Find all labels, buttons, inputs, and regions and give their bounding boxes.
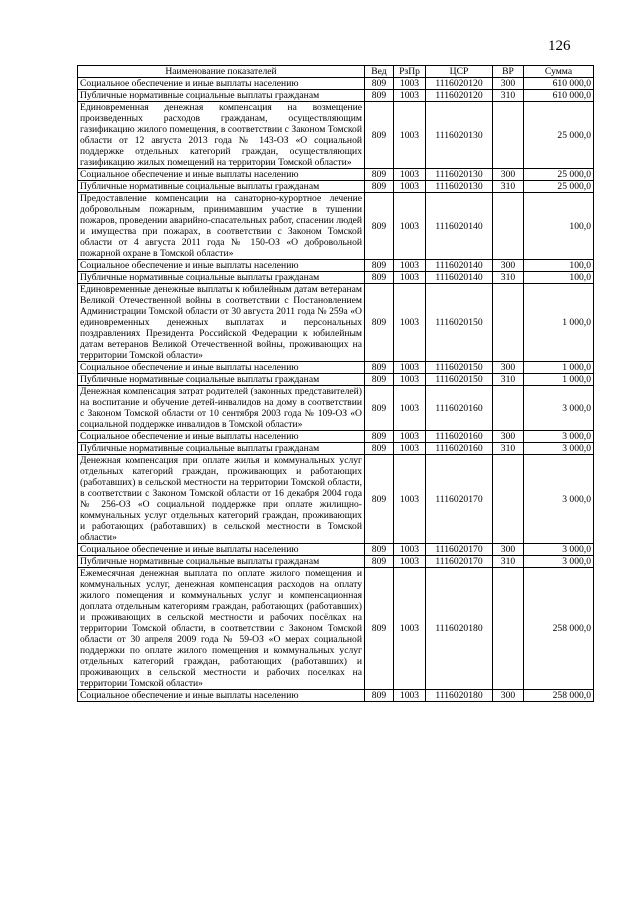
row-csr: 1116020130	[426, 169, 493, 181]
row-rzpr: 1003	[394, 102, 426, 169]
row-name: Денежная компенсация при оплате жилья и коммунальных услуг отдельных категорий граждан, проживающих и работающих (работавших) в сельской местности на территории Томской области, в соответствии с Законом Томской области от 16 декабря 2004 года № 256-ОЗ «О социальной поддержке при оплате жилищно-коммунальных услуг отдельных категорий граждан, проживающих и работающих (работавших) в сельской местности в Томской области»	[78, 455, 365, 544]
row-ved: 809	[365, 272, 394, 284]
row-sum: 1 000,0	[524, 284, 594, 362]
row-sum: 610 000,0	[524, 90, 594, 102]
row-vr	[493, 193, 524, 260]
table-row	[78, 455, 594, 544]
row-vr: 310	[493, 181, 524, 193]
header-rzpr: РзПр	[394, 66, 426, 78]
row-ved: 809	[365, 362, 394, 374]
table-row	[78, 90, 594, 102]
row-sum: 25 000,0	[524, 169, 594, 181]
table-row	[78, 568, 594, 690]
row-csr: 1116020180	[426, 690, 493, 702]
row-name: Предоставление компенсации на санаторно-курортное лечение добровольным пожарным, принимавшим участие в тушении пожаров, проведении аварийно-спасательных работ, спасении людей и имущества при пожарах, в соответствии с Законом Томской области от 4 августа 2011 года № 150-ОЗ «О добровольной пожарной охране в Томской области»	[78, 193, 365, 260]
row-csr: 1116020160	[426, 386, 493, 431]
row-name: Публичные нормативные социальные выплаты гражданам	[78, 443, 365, 455]
row-name: Социальное обеспечение и иные выплаты населению	[78, 431, 365, 443]
row-vr: 310	[493, 556, 524, 568]
row-sum: 1 000,0	[524, 374, 594, 386]
header-sum: Сумма	[524, 66, 594, 78]
row-vr: 310	[493, 90, 524, 102]
row-rzpr: 1003	[394, 431, 426, 443]
row-name: Публичные нормативные социальные выплаты гражданам	[78, 90, 365, 102]
row-csr: 1116020160	[426, 443, 493, 455]
row-ved: 809	[365, 260, 394, 272]
row-rzpr: 1003	[394, 193, 426, 260]
row-ved: 809	[365, 284, 394, 362]
header-vr: ВР	[493, 66, 524, 78]
row-csr: 1116020130	[426, 181, 493, 193]
row-vr	[493, 568, 524, 690]
row-name: Публичные нормативные социальные выплаты гражданам	[78, 374, 365, 386]
row-csr: 1116020160	[426, 431, 493, 443]
table-row	[78, 362, 594, 374]
row-vr: 300	[493, 690, 524, 702]
row-vr: 310	[493, 374, 524, 386]
table-row	[78, 193, 594, 260]
table-row	[78, 374, 594, 386]
row-csr: 1116020140	[426, 272, 493, 284]
row-vr: 300	[493, 260, 524, 272]
row-sum: 3 000,0	[524, 455, 594, 544]
table-row	[78, 78, 594, 90]
row-rzpr: 1003	[394, 260, 426, 272]
row-ved: 809	[365, 431, 394, 443]
row-sum: 1 000,0	[524, 362, 594, 374]
row-name: Единовременные денежные выплаты к юбилейным датам ветеранам Великой Отечественной войны в соответствии с Постановлением Администрации Томской области от 30 августа 2011 года № 259а «О единовременных денежных выплатах и персональных поздравлениях Президента Российской Федерации к юбилейным датам ветеранов Великой Отечественной войны, проживающих на территории Томской области»	[78, 284, 365, 362]
row-sum: 3 000,0	[524, 556, 594, 568]
row-ved: 809	[365, 374, 394, 386]
table-row	[78, 556, 594, 568]
row-csr: 1116020170	[426, 556, 493, 568]
row-csr: 1116020140	[426, 260, 493, 272]
row-ved: 809	[365, 169, 394, 181]
row-ved: 809	[365, 90, 394, 102]
row-name: Публичные нормативные социальные выплаты гражданам	[78, 556, 365, 568]
header-ved: Вед	[365, 66, 394, 78]
row-ved: 809	[365, 102, 394, 169]
row-vr: 300	[493, 78, 524, 90]
row-csr: 1116020150	[426, 284, 493, 362]
row-rzpr: 1003	[394, 284, 426, 362]
table-row	[78, 260, 594, 272]
row-vr: 300	[493, 362, 524, 374]
table-row	[78, 272, 594, 284]
row-vr	[493, 386, 524, 431]
row-rzpr: 1003	[394, 556, 426, 568]
row-name: Социальное обеспечение и иные выплаты населению	[78, 690, 365, 702]
row-sum: 610 000,0	[524, 78, 594, 90]
row-csr: 1116020140	[426, 193, 493, 260]
row-name: Публичные нормативные социальные выплаты гражданам	[78, 272, 365, 284]
page-number: 126	[548, 38, 571, 54]
row-name: Единовременная денежная компенсация на возмещение произведенных расходов гражданам, осуществляющим газификацию жилого помещения, в соответствии с Законом Томской области от 12 августа 2013 года № 143-ОЗ «О социальной поддержке отдельных категорий граждан, осуществляющих газификацию жилых помещений на территории Томской области»	[78, 102, 365, 169]
row-name: Ежемесячная денежная выплата по оплате жилого помещения и коммунальных услуг, денежная компенсация расходов на оплату жилого помещения и коммунальных услуг и компенсационная доплата отдельным категориям граждан, работающих (работавших) и проживающих в сельской местности и рабочих посёлках на территории Томской области, в соответствии с Законом Томской области от 30 апреля 2009 года № 59-ОЗ «О мерах социальной поддержки по оплате жилого помещения и коммунальных услуг отдельных категорий граждан, работающих (работавших) и проживающих в сельской местности и рабочих поселках на территории Томской области»	[78, 568, 365, 690]
table-row	[78, 284, 594, 362]
row-ved: 809	[365, 455, 394, 544]
row-sum: 100,0	[524, 193, 594, 260]
table-row	[78, 169, 594, 181]
row-sum: 100,0	[524, 272, 594, 284]
row-rzpr: 1003	[394, 78, 426, 90]
row-ved: 809	[365, 78, 394, 90]
row-ved: 809	[365, 386, 394, 431]
header-name: Наименование показателей	[78, 66, 365, 78]
table-header-row	[78, 66, 594, 78]
row-sum: 3 000,0	[524, 386, 594, 431]
row-ved: 809	[365, 193, 394, 260]
row-sum: 25 000,0	[524, 181, 594, 193]
header-csr: ЦСР	[426, 66, 493, 78]
row-ved: 809	[365, 568, 394, 690]
row-csr: 1116020170	[426, 544, 493, 556]
row-name: Социальное обеспечение и иные выплаты населению	[78, 169, 365, 181]
row-vr	[493, 284, 524, 362]
row-vr	[493, 102, 524, 169]
row-sum: 25 000,0	[524, 102, 594, 169]
row-rzpr: 1003	[394, 544, 426, 556]
row-vr: 300	[493, 169, 524, 181]
table-row	[78, 443, 594, 455]
row-rzpr: 1003	[394, 181, 426, 193]
row-rzpr: 1003	[394, 568, 426, 690]
row-name: Социальное обеспечение и иные выплаты населению	[78, 362, 365, 374]
row-ved: 809	[365, 690, 394, 702]
table-row	[78, 181, 594, 193]
row-rzpr: 1003	[394, 374, 426, 386]
row-rzpr: 1003	[394, 90, 426, 102]
row-vr: 310	[493, 272, 524, 284]
row-csr: 1116020150	[426, 374, 493, 386]
table-row	[78, 102, 594, 169]
row-ved: 809	[365, 443, 394, 455]
row-sum: 3 000,0	[524, 443, 594, 455]
row-sum: 100,0	[524, 260, 594, 272]
table-row	[78, 386, 594, 431]
row-sum: 258 000,0	[524, 690, 594, 702]
table-row	[78, 544, 594, 556]
row-name: Социальное обеспечение и иные выплаты населению	[78, 544, 365, 556]
row-rzpr: 1003	[394, 386, 426, 431]
row-ved: 809	[365, 181, 394, 193]
row-csr: 1116020120	[426, 90, 493, 102]
row-name: Публичные нормативные социальные выплаты гражданам	[78, 181, 365, 193]
row-sum: 258 000,0	[524, 568, 594, 690]
row-vr: 310	[493, 443, 524, 455]
budget-table	[77, 65, 594, 702]
row-name: Денежная компенсация затрат родителей (законных представителей) на воспитание и обучение детей-инвалидов на дому в соответствии с Законом Томской области от 10 сентября 2003 года № 109-ОЗ «О социальной поддержке инвалидов в Томской области»	[78, 386, 365, 431]
row-sum: 3 000,0	[524, 431, 594, 443]
row-name: Социальное обеспечение и иные выплаты населению	[78, 260, 365, 272]
row-csr: 1116020130	[426, 102, 493, 169]
row-rzpr: 1003	[394, 169, 426, 181]
row-sum: 3 000,0	[524, 544, 594, 556]
row-rzpr: 1003	[394, 455, 426, 544]
row-rzpr: 1003	[394, 362, 426, 374]
row-csr: 1116020120	[426, 78, 493, 90]
row-rzpr: 1003	[394, 690, 426, 702]
row-vr	[493, 455, 524, 544]
row-name: Социальное обеспечение и иные выплаты населению	[78, 78, 365, 90]
row-csr: 1116020150	[426, 362, 493, 374]
row-vr: 300	[493, 544, 524, 556]
table-row	[78, 431, 594, 443]
row-csr: 1116020180	[426, 568, 493, 690]
row-csr: 1116020170	[426, 455, 493, 544]
row-rzpr: 1003	[394, 443, 426, 455]
row-rzpr: 1003	[394, 272, 426, 284]
row-ved: 809	[365, 544, 394, 556]
row-vr: 300	[493, 431, 524, 443]
table-row	[78, 690, 594, 702]
row-ved: 809	[365, 556, 394, 568]
